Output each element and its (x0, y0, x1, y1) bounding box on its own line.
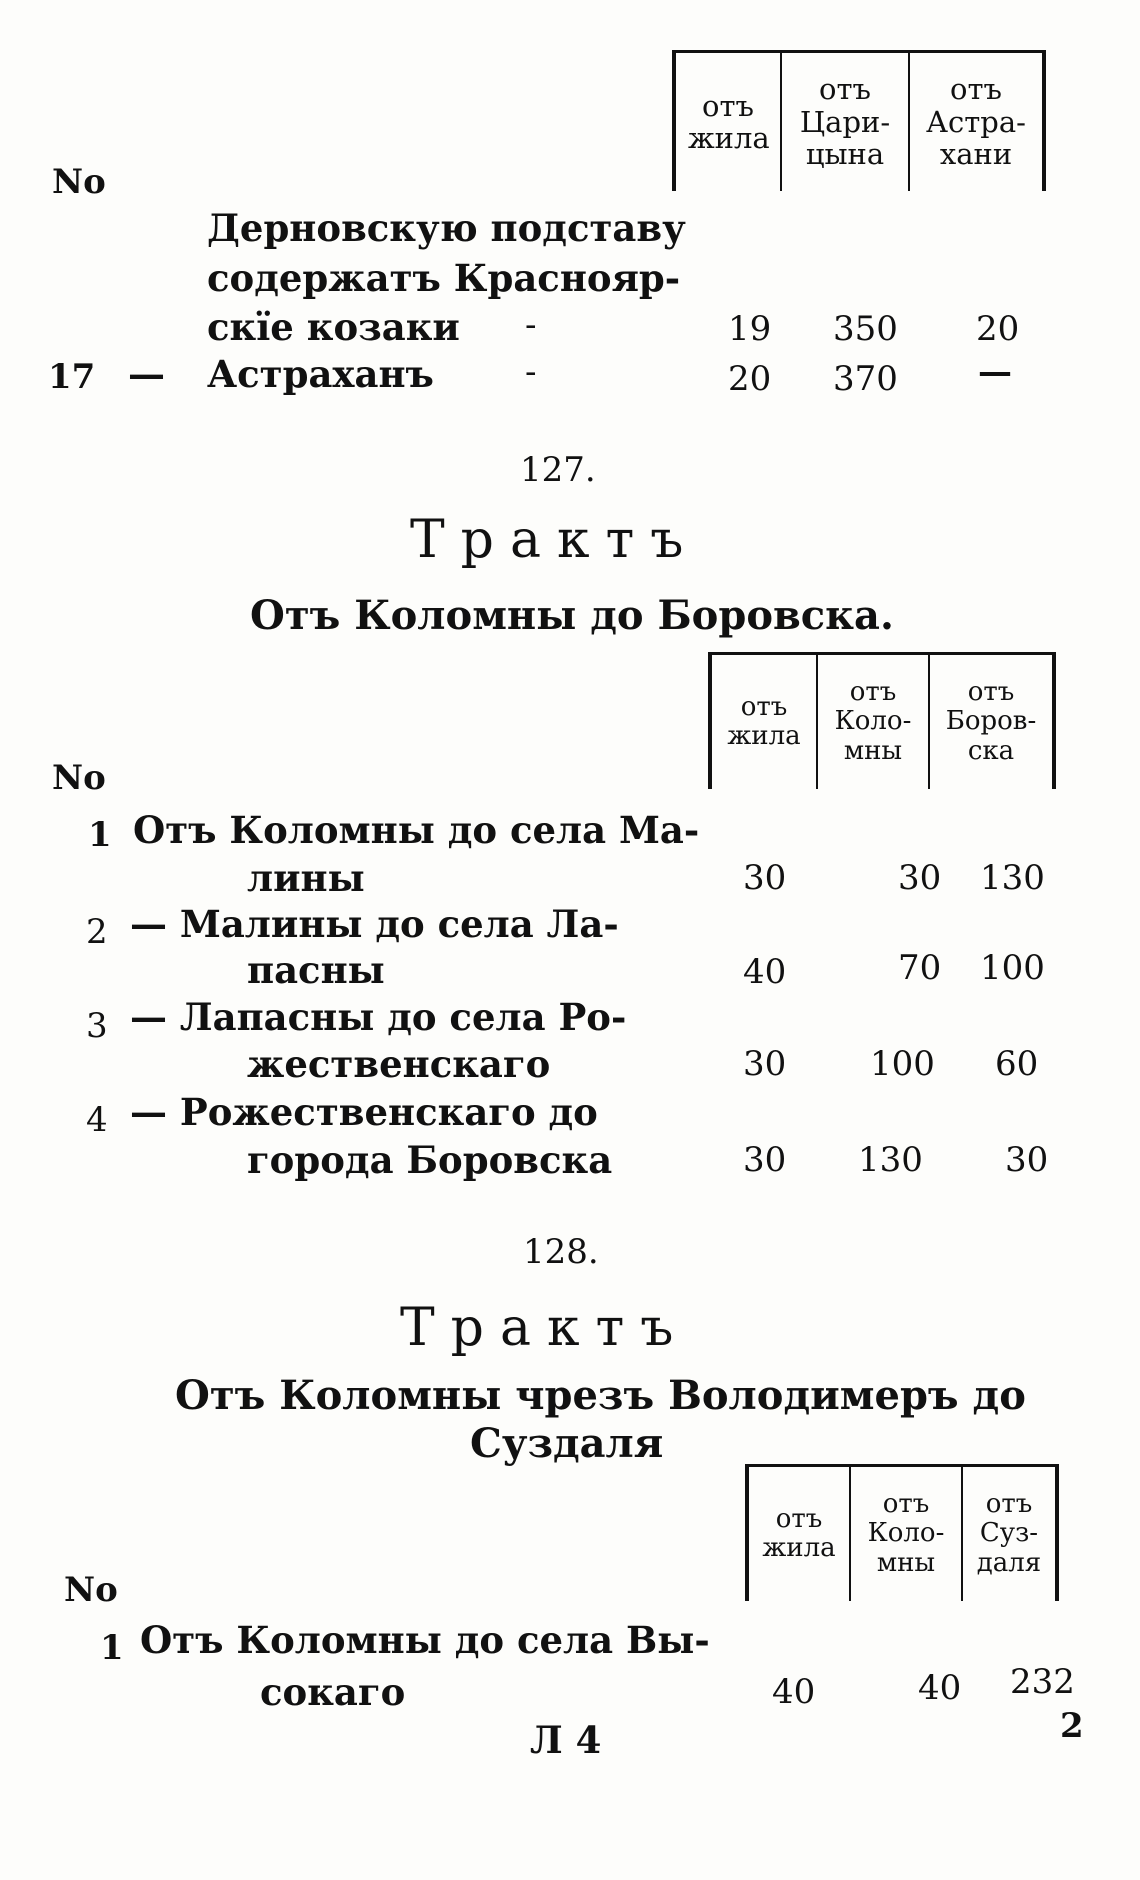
row-text: — Рожественскаго до (130, 1090, 598, 1134)
value-tsaritsyna: 370 (833, 359, 898, 399)
route-title-line2: Суздаля (470, 1420, 664, 1467)
header-col-kolomny (818, 655, 930, 789)
header-label: отъ Астра-хани (926, 72, 1026, 172)
section-heading: Трактъ (410, 510, 700, 570)
value-kolomny: 40 (918, 1668, 962, 1708)
header-col-kolomny (851, 1467, 963, 1601)
row-dash-prefix: — (128, 352, 165, 396)
section-heading: Трактъ (400, 1298, 690, 1358)
row-number: 1 (100, 1628, 124, 1668)
value-astrakhani: — (978, 352, 1012, 392)
value-zhila: 30 (743, 1140, 787, 1180)
value-borovska: 30 (1005, 1140, 1049, 1180)
route-title: Отъ Коломны чрезъ Володимеръ до (175, 1372, 1026, 1419)
header-col-zhila (712, 655, 818, 789)
row-text: жественскаго (247, 1042, 551, 1086)
header-col-borovska (930, 655, 1052, 789)
value-astrakhani: 20 (976, 309, 1020, 349)
row-number: 17 (48, 357, 96, 397)
value-suzdalya: 232 (1010, 1662, 1075, 1702)
header-label: отъ жила (762, 1503, 836, 1563)
no-label: No (52, 162, 106, 202)
header-col-zhila (749, 1467, 851, 1601)
header-label: отъ Суз-даля (976, 1489, 1042, 1578)
row-dash: - (525, 305, 537, 345)
row-text: содержатъ Краснояр- (207, 256, 681, 300)
value-zhila: 20 (728, 359, 772, 399)
section-number: 128. (523, 1232, 599, 1272)
row-text: скїе козаки (207, 305, 460, 349)
header-label: отъ Коло-мны (834, 677, 912, 766)
value-borovska: 130 (980, 858, 1045, 898)
header-table-127 (708, 652, 1056, 789)
route-title: Отъ Коломны до Боровска. (250, 592, 894, 639)
row-text: Отъ Коломны до села Ма- (133, 808, 700, 852)
row-text: города Боровска (247, 1138, 613, 1182)
value-borovska: 100 (980, 948, 1045, 988)
header-col-tsaritsyna (782, 53, 910, 191)
row-dash: - (525, 352, 537, 392)
row-number: 4 (86, 1100, 108, 1140)
header-table-128 (745, 1464, 1059, 1601)
signature-mark: Л 4 (530, 1718, 602, 1762)
row-text: сокаго (260, 1670, 406, 1714)
no-label: No (64, 1570, 118, 1610)
value-kolomny: 30 (898, 858, 942, 898)
row-text: Отъ Коломны до села Вы- (140, 1618, 710, 1662)
header-col-zhila (676, 53, 782, 191)
header-col-astrakhani (910, 53, 1042, 191)
header-label: отъ жила (727, 691, 801, 751)
value-zhila: 19 (728, 309, 772, 349)
row-text: Астраханъ (207, 352, 434, 396)
value-zhila: 40 (743, 952, 787, 992)
value-zhila: 30 (743, 858, 787, 898)
row-text: пасны (247, 948, 385, 992)
section-number: 127. (520, 450, 596, 490)
row-text: — Малины до села Ла- (130, 902, 619, 946)
header-label: отъ жила (688, 88, 770, 155)
header-label: отъ Цари-цына (799, 72, 891, 172)
value-zhila: 40 (772, 1672, 816, 1712)
value-tsaritsyna: 350 (833, 309, 898, 349)
no-label: No (52, 758, 106, 798)
value-borovska: 60 (995, 1044, 1039, 1084)
header-table-top (672, 50, 1046, 191)
value-kolomny: 130 (858, 1140, 923, 1180)
row-number: 2 (86, 912, 108, 952)
value-zhila: 30 (743, 1044, 787, 1084)
row-text: лины (247, 856, 365, 900)
header-col-suzdalya (963, 1467, 1055, 1601)
header-label: отъ Боров-ска (945, 677, 1037, 766)
header-label: отъ Коло-мны (867, 1489, 945, 1578)
row-number: 1 (88, 815, 112, 855)
row-number: 3 (86, 1006, 108, 1046)
row-text: Дерновскую подставу (207, 206, 686, 250)
catchword: 2 (1060, 1706, 1084, 1746)
row-text: — Лапасны до села Ро- (130, 995, 627, 1039)
value-kolomny: 70 (898, 948, 942, 988)
value-kolomny: 100 (870, 1044, 935, 1084)
